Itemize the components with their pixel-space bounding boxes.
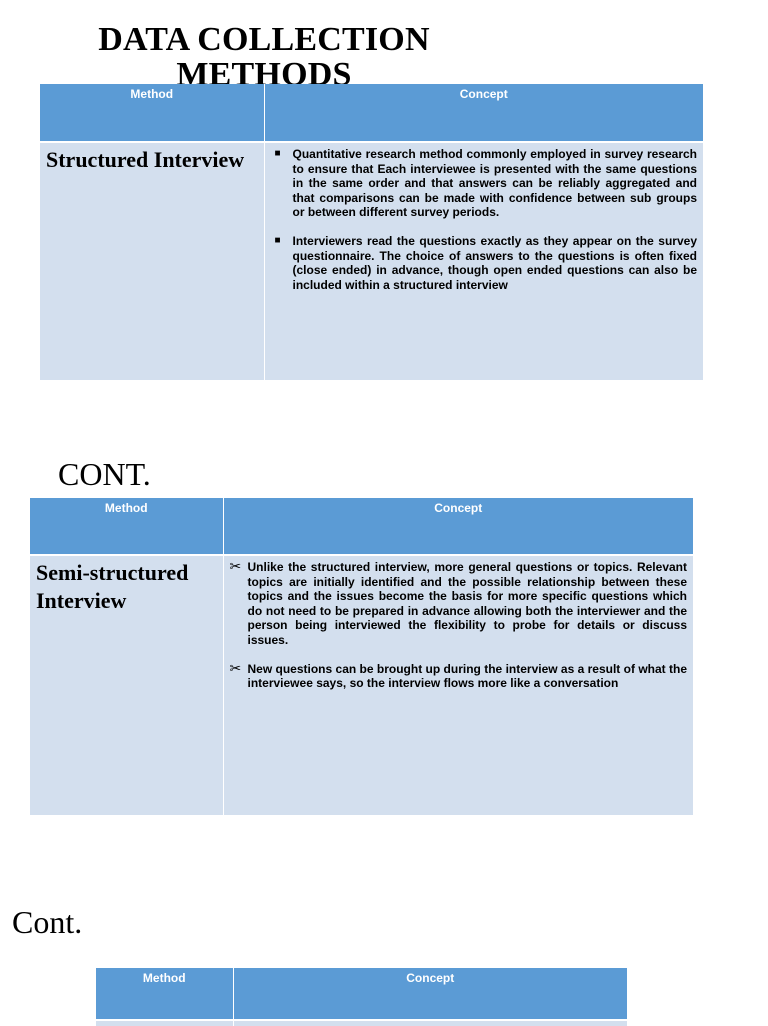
concept-list <box>265 143 704 292</box>
header-method: Method <box>30 498 223 555</box>
list-item <box>230 560 688 648</box>
slide-title: DATA COLLECTION METHODS <box>98 22 430 84</box>
concept-text: Quantitative research method commonly employed in survey research to ensure that Each interviewee is presented with the same questions in the same order and that answers can be reliably aggregated and that comparisons can be made with confidence between sub groups or between different survey periods. <box>292 147 697 220</box>
methods-table-1 <box>40 84 703 380</box>
table-row <box>30 555 693 815</box>
concept-cell <box>223 555 693 815</box>
cont-heading-2: Cont. <box>12 904 83 940</box>
scissors-icon: ✂ <box>229 659 242 676</box>
square-bullet-icon: ■ <box>274 148 281 159</box>
header-method: Method <box>96 968 233 1020</box>
concept-text: Interviewers read the questions exactly as they appear on the survey questionnaire. The choice of answers to the questions is often fixed (close ended) in advance, though open ended questions can also be included within a structured interview <box>292 233 697 292</box>
scissors-icon: ✂ <box>229 558 242 574</box>
concept-text: Unlike the structured interview, more general questions or topics. Relevant topics are initially identified and the possible relationship between these topics and the issues become the basis for more specific questions which do not need to be prepared in advance allowing both the interviewer and the person being interviewed the flexibility to probe for details or discuss issues. <box>247 560 687 647</box>
table-row <box>96 1020 627 1026</box>
concept-cell <box>233 1020 627 1026</box>
header-method: Method <box>40 84 264 142</box>
method-cell <box>96 1020 233 1026</box>
header-concept: Concept <box>233 968 627 1020</box>
square-bullet-icon: ■ <box>274 234 281 246</box>
method-label: Semi-structured Interview <box>30 555 223 815</box>
list-item <box>271 147 698 220</box>
methods-table-3 <box>96 968 627 1026</box>
table-row <box>40 142 703 380</box>
method-label: Structured Interview <box>40 142 264 380</box>
slide-title-wrap <box>84 22 444 84</box>
table-header-row <box>96 968 627 1020</box>
table-header-row <box>40 84 703 142</box>
header-concept: Concept <box>223 498 693 555</box>
list-item <box>271 234 698 292</box>
cont-heading-1: CONT. <box>58 456 151 492</box>
concept-list <box>224 556 694 691</box>
concept-cell <box>264 142 703 380</box>
list-item <box>229 659 688 691</box>
methods-table-2 <box>30 498 693 815</box>
header-concept: Concept <box>264 84 703 142</box>
concept-text: New questions can be brought up during the interview as a result of what the interviewee says, so the interview flows more like a conversation <box>247 661 687 691</box>
table-header-row <box>30 498 693 555</box>
